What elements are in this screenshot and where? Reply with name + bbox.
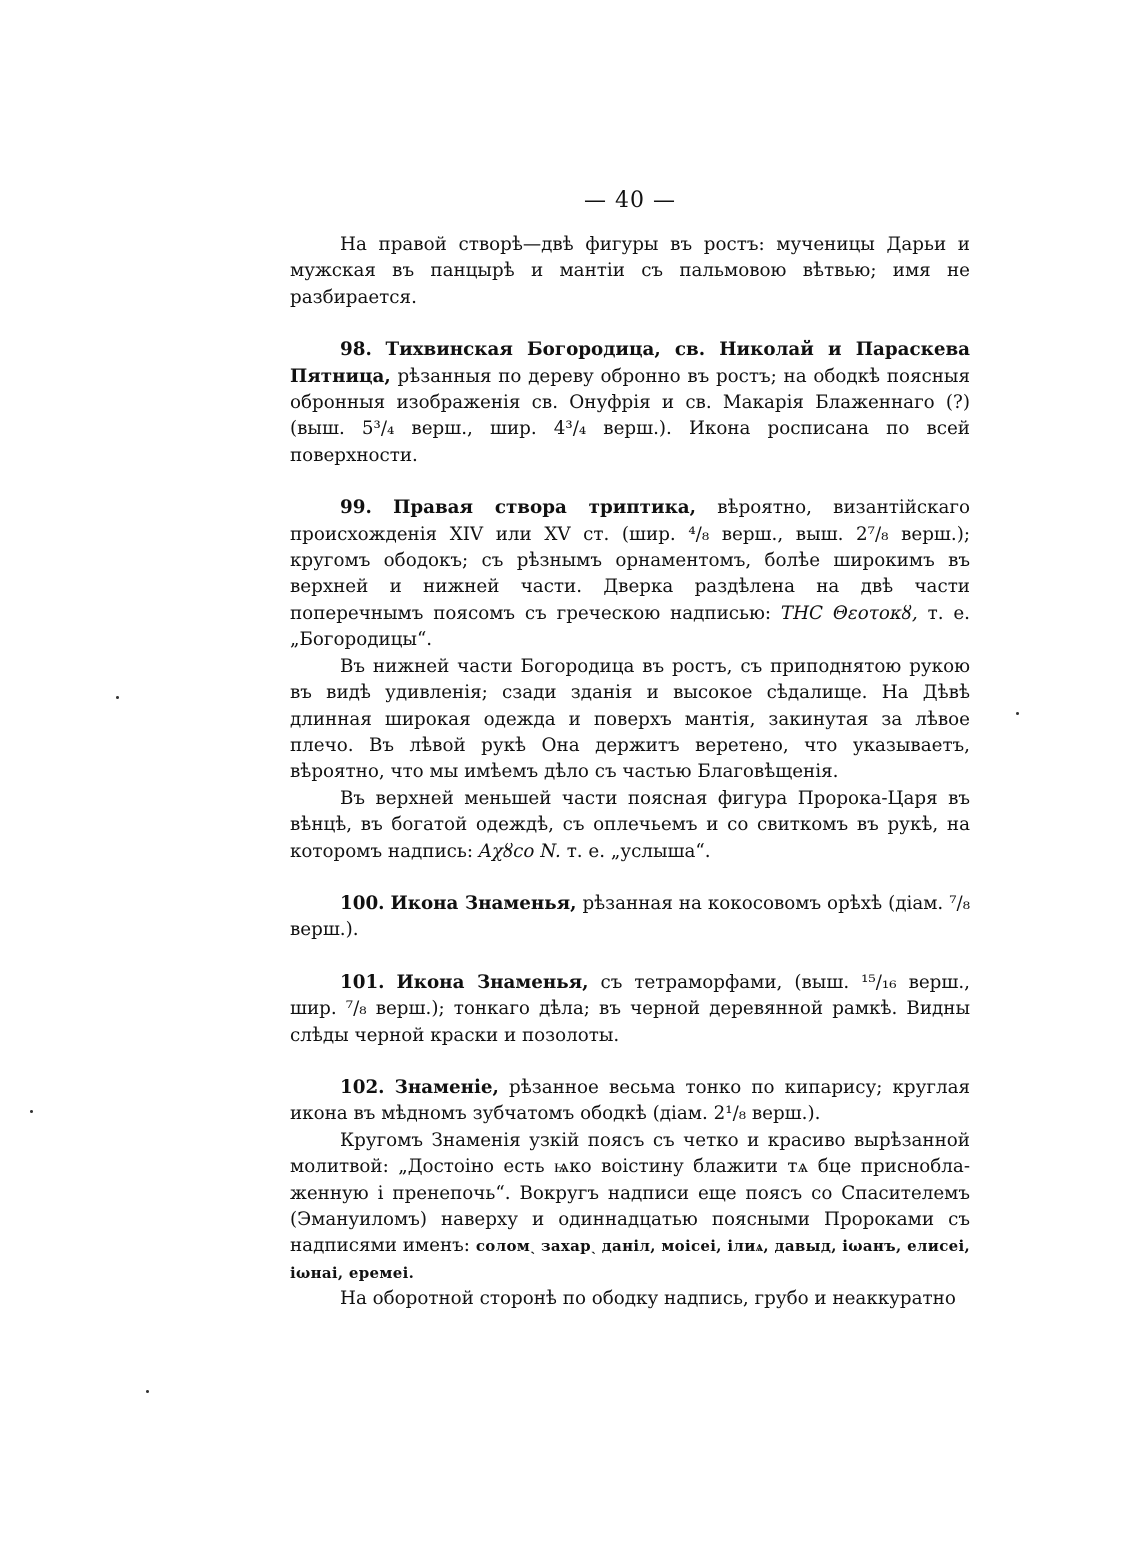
- scan-speck: [116, 696, 119, 699]
- entry-102-text: рѣзанное весьма тонко по кипарису; круглая икона въ мѣдномъ зубчатомъ ободкѣ (діам. 2¹/₈ верш.).: [290, 1076, 971, 1125]
- entry-102-slavonic-names: соломˎ захарˎ даніл, моісеі, ілиѧ, давыд, іωанъ, елисеі, іωнаі, еремеі.: [290, 1237, 971, 1282]
- entry-98-number: 98.: [340, 339, 372, 361]
- page-body: [290, 232, 970, 1313]
- scan-speck: [30, 1110, 33, 1113]
- entry-99-paragraph-3: [290, 786, 970, 865]
- entry-99-text-a: вѣроятно, византійскаго происхожденія XIV или XV ст. (шир. ⁴/₈ верш., выш. 2⁷/₈ верш.); кругомъ ободокъ; съ рѣзнымъ орнаментомъ, болѣе широкимъ въ верхней и нижней части. Дверка раздѣлена на двѣ части поперечнымъ поясомъ съ греческою надписью:: [290, 497, 971, 624]
- entry-101: [290, 970, 970, 1049]
- entry-101-title: Икона Знаменья,: [396, 971, 589, 993]
- entry-100-text: рѣзанная на кокосовомъ орѣхѣ (діам. ⁷/₈ верш.).: [290, 892, 971, 941]
- entry-99-text-b: т. е. „Богородицы“.: [290, 602, 970, 651]
- entry-101-text: съ тетраморфами, (выш. ¹⁵/₁₆ верш., шир. ⁷/₈ верш.); тонкаго дѣла; въ черной деревянной рамкѣ. Видны слѣды черной краски и позолоты.: [290, 971, 970, 1046]
- entry-102-paragraph-3: На оборотной сторонѣ по ободку надпись, грубо и неаккуратно: [340, 1288, 956, 1310]
- entry-100: [290, 891, 970, 944]
- entry-99-p3-text-a: Въ верхней меньшей части поясная фигура Пророка-Царя въ вѣнцѣ, въ богатой одеждѣ, съ оплечьемъ и со свиткомъ въ рукѣ, на которомъ надпись:: [290, 787, 970, 862]
- entry-99-scroll-inscription: Αχȣсо N.: [478, 840, 561, 862]
- page-number: — 40 —: [584, 188, 676, 213]
- entry-98-title: Тихвинская Богородица, св. Николай и Параскева Пятница,: [290, 339, 971, 387]
- entry-100-number: 100.: [340, 892, 385, 914]
- scan-speck: [1016, 712, 1019, 715]
- entry-102-p2-text: Кругомъ Знаменія узкій поясъ съ четко и красиво вырѣзанной молитвой: „Достоіно есть ѩко воістину блажити тѧ бце присноблаженную і пренепочь“. Вокругъ надписи еще поясъ со Спасителемъ (Эмануиломъ) наверху и одиннадцатью поясными Пророками съ надписями именъ:: [290, 1129, 970, 1257]
- scan-speck: [146, 1390, 149, 1393]
- entry-102-title: Знаменіе,: [394, 1076, 499, 1098]
- entry-98-text: рѣзанныя по дереву обронно въ ростъ; на ободкѣ поясныя обронныя изображенія св. Онуфрія и св. Макарія Блаженнаго (?) (выш. 5³/₄ верш., шир. 4³/₄ верш.). Икона росписана по всей поверхности.: [290, 365, 970, 466]
- entry-99-p3-text-c: т. е. „услыша“.: [566, 840, 711, 862]
- paragraph-right-wing: На правой створѣ—двѣ фигуры въ ростъ: мученицы Дарьи и мужская въ панцырѣ и мантіи съ пальмовою вѣтвью; имя не разбирается.: [290, 234, 970, 308]
- entry-99-title: Правая створа триптика,: [393, 497, 696, 519]
- entry-99-greek-inscription: ΤΗС Θεοτοκȣ,: [780, 602, 918, 624]
- entry-99-paragraph-2: Въ нижней части Богородица въ ростъ, съ приподнятою рукою въ видѣ удивленія; сзади зданія и высокое сѣдалище. На Дѣвѣ длинная широкая одежда и поверхъ мантія, закинутая за лѣвое плечо. Въ лѣвой рукѣ Она держитъ веретено, что указываетъ, вѣроятно, что мы имѣемъ дѣло съ частью Благовѣщенія.: [290, 655, 970, 783]
- entry-100-title: Икона Знаменья,: [390, 892, 577, 914]
- entry-102-number: 102.: [340, 1076, 385, 1098]
- entry-99: [290, 495, 970, 653]
- entry-102: [290, 1075, 970, 1128]
- entry-99-number: 99.: [340, 497, 372, 519]
- entry-102-paragraph-2: [290, 1128, 970, 1286]
- entry-98: [290, 337, 970, 469]
- entry-101-number: 101.: [340, 971, 385, 993]
